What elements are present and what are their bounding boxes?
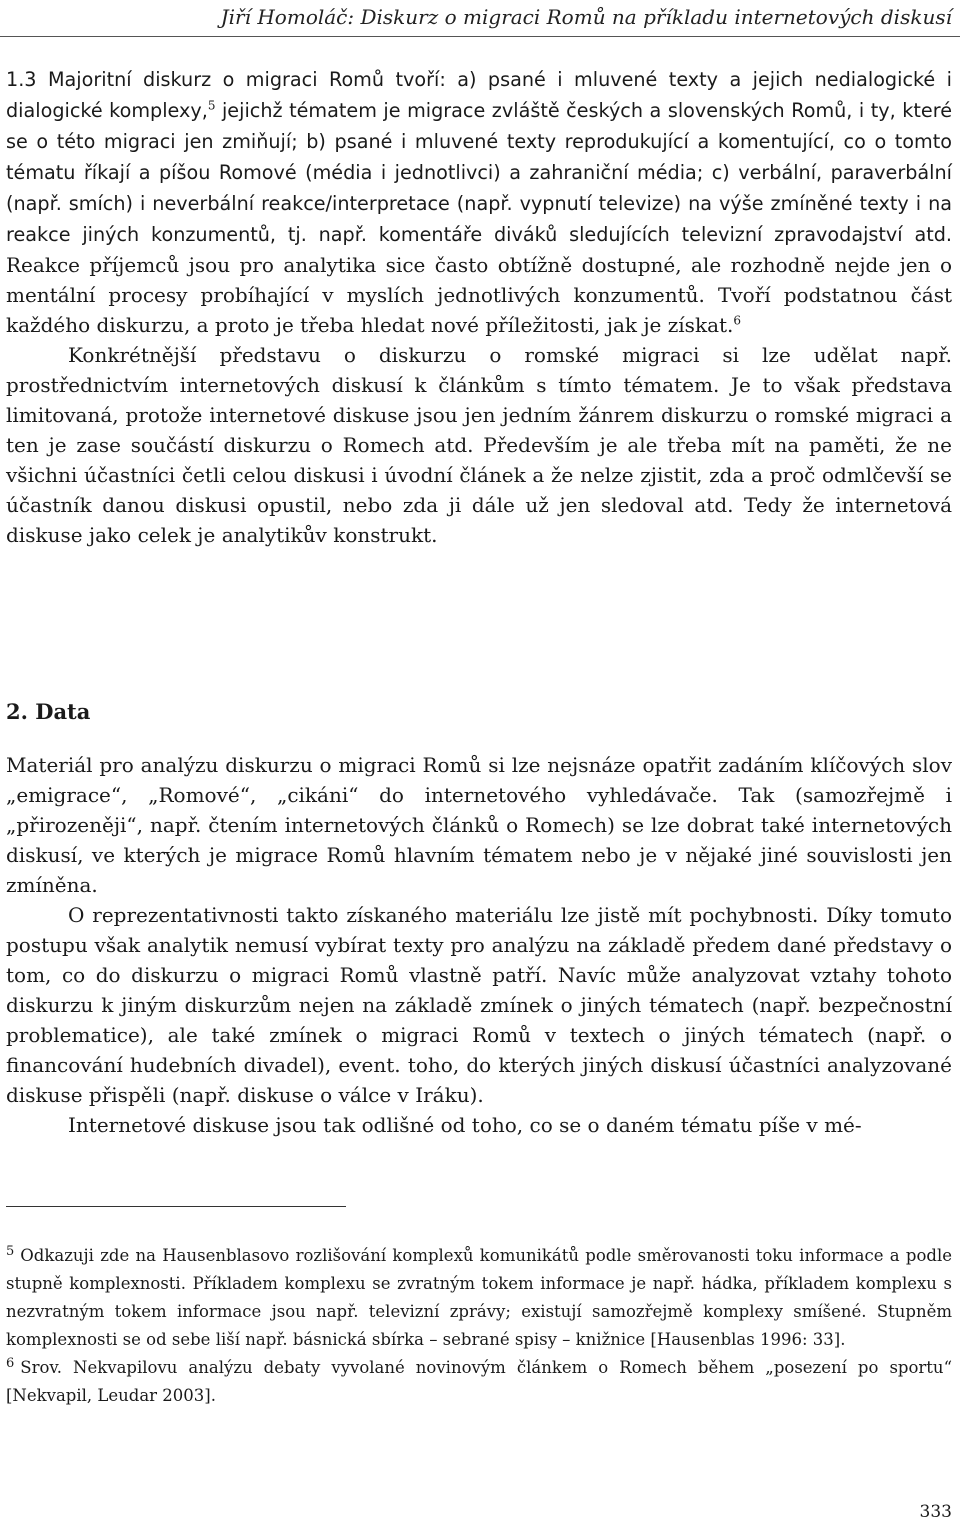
section-paragraph-3: Internetové diskuse jsou tak odlišné od toho, co se o daném tématu píše v mé-	[68, 1113, 862, 1137]
paragraph-1-middle: jejichž tématem je migrace zvláště českých a slovenských Romů, i ty, které se o této migraci jen zmiňují; b) psané i mluvené texty reprodukující a komentující, co o tomto tématu říkají a píšou Romové (média i jednotlivci) a zahraniční média; c) verbální, paraverbální (např. smích) i neverbální reakce/interpretace (např. vypnutí televize) na výše zmíněné texty i na reakce jiných konzumentů, tj. např. komentáře diváků sledujících televizní zpravodajství atd.	[6, 99, 953, 246]
footnote-ref-5: 5	[207, 98, 216, 113]
section-paragraph-1: Materiál pro analýzu diskurzu o migraci Romů si lze nejsnáze opatřit zadáním klíčových slov „emigrace“, „Romové“, „cikáni“ do internetového vyhledávače. Tak (samozřejmě i „přirozeněji“, např. čtením internetových článků o Romech) se lze dobrat také internetových diskusí, ve kterých je migrace Romů hlavním tématem nebo je v nějaké jiné souvislosti jen zmíněna.	[6, 753, 952, 897]
paragraph-1-lead: 1.3 Majoritní diskurz o migraci Romů tvoří: a) psané i mluvené texty a jejich nedialogické i dialogické komplexy,	[6, 68, 952, 122]
section-paragraph-2: O reprezentativnosti takto získaného materiálu lze jistě mít pochybnosti. Díky tomuto postupu však analytik nemusí vybírat texty pro analýzu na základě předem dané představy o tom, co do diskurzu o migraci Romů vlastně patří. Navíc může analyzovat vztahy tohoto diskurzu k jiným diskurzům nejen na základě zmínek o jiných tématech (např. bezpečnostní problematice), ale také zmínek o migraci Romů v textech o jiných tématech (např. o financování hudebních divadel), event. toho, do kterých jiných diskusí účastníci analyzované diskuse přispěli (např. diskuse o válce v Iráku).	[6, 903, 952, 1107]
running-header: Jiří Homoláč: Diskurz o migraci Romů na příkladu internetových diskusí	[220, 5, 952, 29]
paragraph-2: Konkrétnější představu o diskurzu o romské migraci si lze udělat např. prostřednictvím internetových diskusí k článkům s tímto tématem. Je to však představa limitovaná, protože internetové diskuse jsou jen jedním žánrem diskurzu o romské migraci a ten je zase součástí diskurzu o Romech atd. Především je ale třeba mít na paměti, že ne všichni účastníci četli celou diskusi i úvodní článek a že nelze zjistit, zda a proč odmlčevší se účastník danou diskusi opustil, nebo zda ji dále už jen sledoval atd. Tedy že internetová diskuse jako celek je analytikův konstrukt.	[6, 343, 952, 547]
body-text	[6, 64, 952, 550]
footnote-text: Odkazuji zde na Hausenblasovo rozlišování komplexů komunikátů podle směrovanosti toku informace a podle stupně komplexnosti. Příkladem komplexu se zvratným tokem informace je např. hádka, příkladem komplexu s nezvratným tokem informace jsou např. televizní zprávy; existují samozřejmě komplexy smíšené. Stupněm komplexnosti se od sebe liší např. básnická sbírka – sebrané spisy – knižnice [Hausenblas 1996: 33].	[6, 1246, 952, 1349]
footnote-6	[6, 1354, 952, 1410]
footnote-text: Srov. Nekvapilovu analýzu debaty vyvolané novinovým článkem o Romech během „posezení po sportu“ [Nekvapil, Leudar 2003].	[6, 1358, 952, 1405]
footnotes	[6, 1242, 952, 1410]
paragraph-1-tail: Reakce příjemců jsou pro analytika sice často obtížně dostupné, ale rozhodně nejde jen o mentální procesy probíhající v myslích jednotlivých konzumentů. Tvoří podstatnou část každého diskurzu, a proto je třeba hledat nové příležitosti, jak je získat.	[6, 253, 952, 337]
footnote-number: 5	[6, 1243, 15, 1259]
footnote-ref-6: 6	[733, 313, 742, 328]
footnote-number: 6	[6, 1355, 15, 1371]
section-body	[6, 750, 952, 1140]
page-number: 333	[919, 1502, 952, 1522]
footnote-rule	[6, 1206, 346, 1207]
paragraph-1	[6, 64, 952, 340]
header-rule	[0, 36, 960, 37]
footnote-5	[6, 1242, 952, 1354]
section-heading: 2. Data	[6, 699, 91, 724]
